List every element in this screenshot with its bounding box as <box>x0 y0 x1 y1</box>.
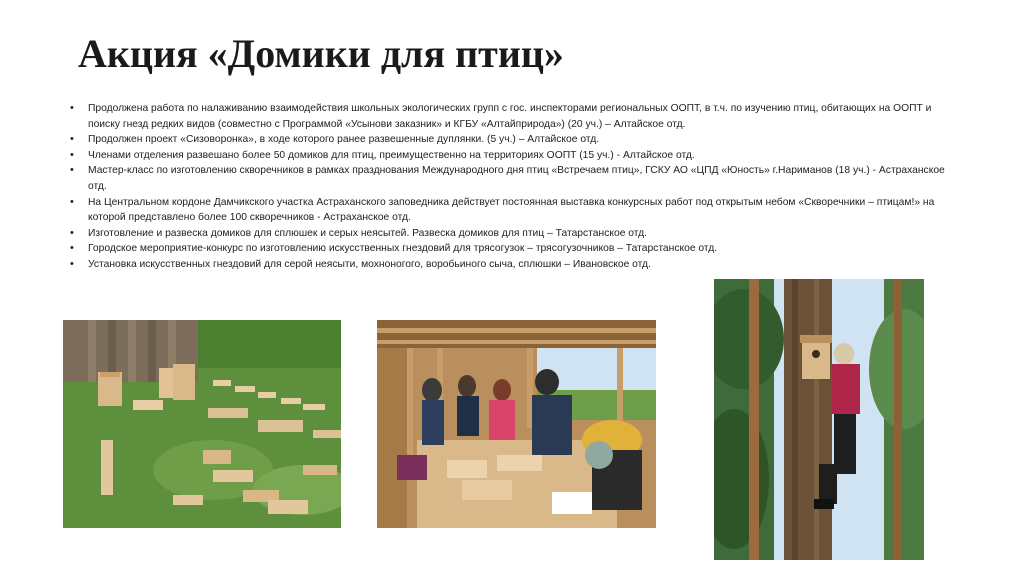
bullet-icon: • <box>70 133 74 146</box>
list-item <box>70 195 950 226</box>
photo-birdhouse-workshop <box>377 320 656 528</box>
bullet-icon: • <box>70 164 74 177</box>
bullet-text: Продолжен проект «Сизоворонка», в ходе которого ранее развешенные дуплянки. (5 уч.) – Алтайское отд. <box>88 134 600 146</box>
list-item <box>70 101 950 132</box>
bullet-text: Членами отделения развешано более 50 домиков для птиц, преимущественно на территориях ООПТ (15 уч.) - Алтайское отд. <box>88 149 695 161</box>
bullet-icon: • <box>70 226 74 239</box>
bullet-icon: • <box>70 102 74 114</box>
list-item <box>70 132 950 148</box>
bullet-icon: • <box>70 148 74 161</box>
list-item <box>70 226 950 242</box>
list-item <box>70 148 950 164</box>
photo-birdhouse-parts-on-grass <box>63 320 341 528</box>
bullet-text: Установка искусственных гнездовий для серой неясыти, мохноногого, воробьиного сыча, сплюшки – Ивановское отд. <box>88 258 651 270</box>
list-item <box>70 163 950 194</box>
bullet-list <box>70 101 950 273</box>
bullet-text: На Центральном кордоне Дамчикского участка Астраханского заповедника действует постоянная выставка конкурсных работ под открытым небом «Скворечники – птицам!» на которой представлено более 100 скворечников - Астраханское отд. <box>88 196 935 224</box>
slide-title: Акция «Домики для птиц» <box>78 31 564 76</box>
bullet-text: Изготовление и развеска домиков для сплюшек и серых неясытей. Развеска домиков для птиц – Татарстанское отд. <box>88 227 648 239</box>
bullet-icon: • <box>70 195 74 208</box>
bullet-text: Продолжена работа по налаживанию взаимодействия школьных экологических групп с гос. инспекторами региональных ООПТ, в т.ч. по изучению птиц, обитающих на ООПТ и поиску гнезд редких видов (совместно с Программой «Усынови заказник» и КГБУ «Алтайприрода») (20 уч.) – Алтайское отд. <box>88 103 932 130</box>
bullet-icon: • <box>70 242 74 255</box>
list-item <box>70 241 950 257</box>
bullet-text: Мастер-класс по изготовлению скворечников в рамках празднования Международного дня птиц «Встречаем птиц», ГСКУ АО «ЦПД «Юность» г.Нариманов (18 уч.) - Астраханское отд. <box>88 165 945 192</box>
list-item <box>70 257 950 273</box>
bullet-icon: • <box>70 257 74 270</box>
photo-hanging-birdhouse-on-tree <box>714 279 924 560</box>
bullet-text: Городское мероприятие-конкурс по изготовлению искусственных гнездовий для трясогузок – трясогузочников – Татарстанское отд. <box>88 243 718 255</box>
